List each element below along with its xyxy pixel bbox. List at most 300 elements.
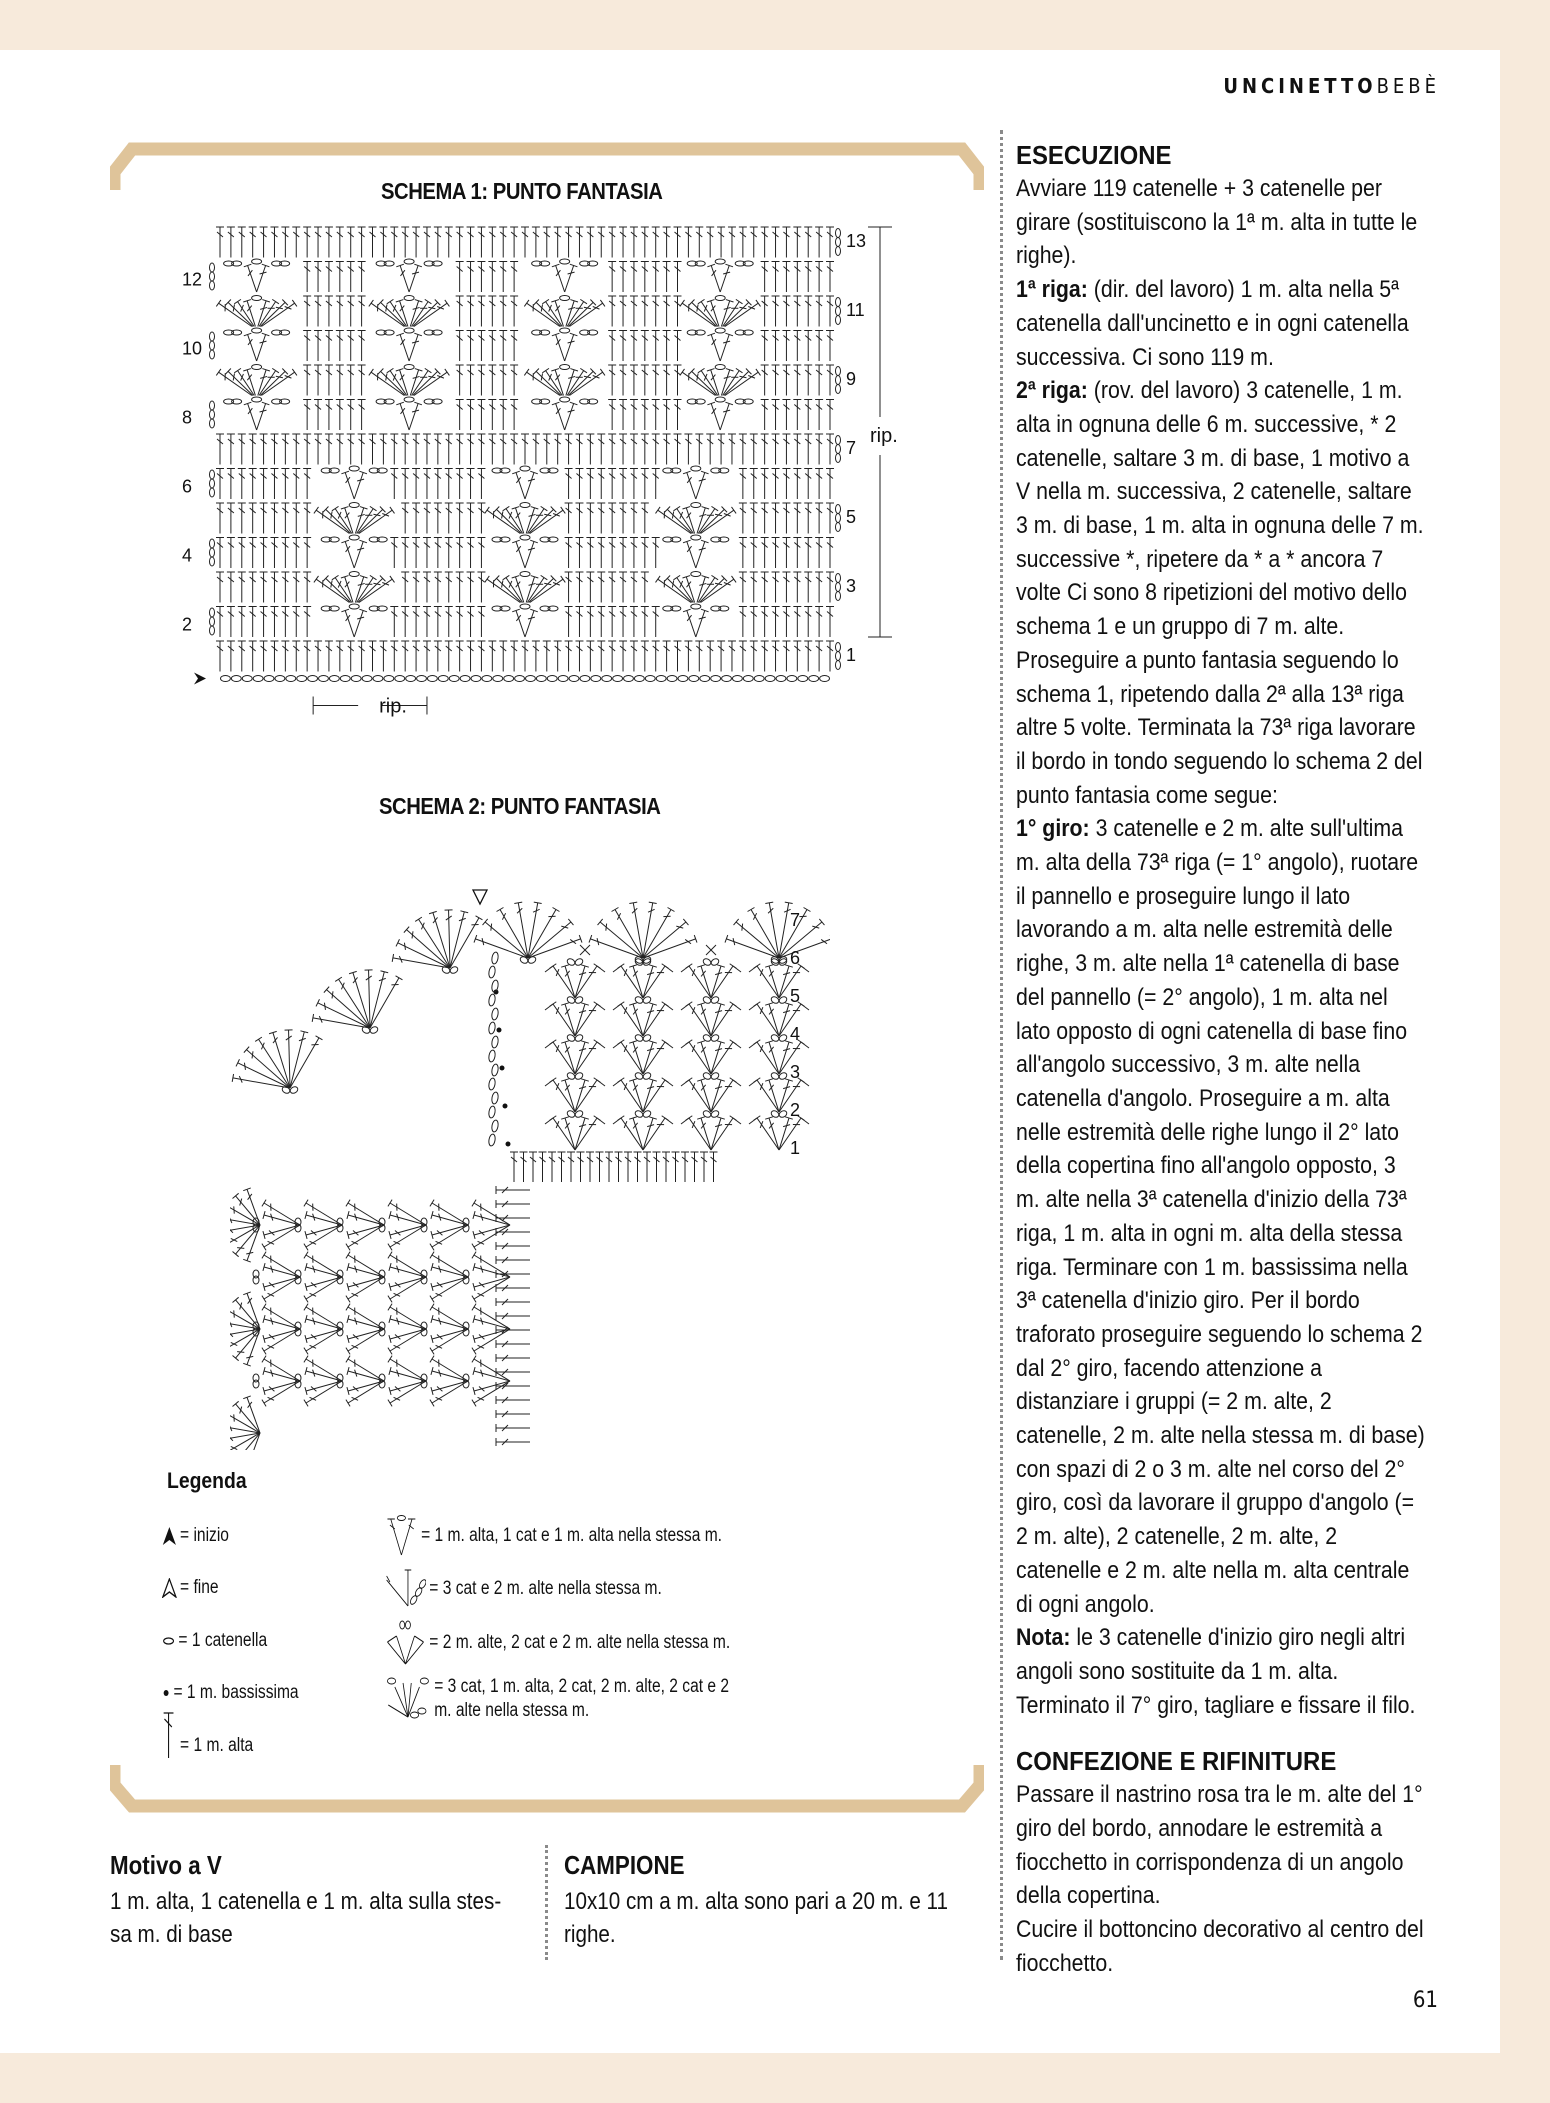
double-crochet-symbol [569,300,604,327]
fan-motif [474,902,582,964]
double-crochet-symbol [782,503,790,534]
double-crochet-symbol [325,331,333,362]
double-crochet-symbol [663,296,671,327]
chain-symbol [722,676,732,682]
double-crochet-symbol [683,471,696,499]
chain-symbol [691,503,701,508]
double-crochet-symbol [826,365,834,396]
instructions-column [1016,138,1436,1981]
double-crochet-symbol [412,434,420,465]
chain-symbol [493,676,503,682]
double-crochet-symbol [619,503,627,534]
double-crochet-symbol [575,607,583,638]
double-crochet-symbol [423,227,431,258]
double-crochet-symbol [695,434,703,465]
double-crochet-symbol [510,227,518,258]
double-crochet-symbol [304,1381,342,1406]
double-crochet-symbol [754,964,779,998]
chain-symbol [488,1106,496,1119]
chain-symbol [242,676,252,682]
double-crochet-symbol [652,538,660,569]
double-crochet-symbol [826,641,834,672]
corner-fan-motif [232,1030,322,1095]
double-crochet-symbol [456,365,464,396]
double-crochet-symbol [270,469,278,500]
double-crochet-symbol [430,1225,468,1250]
double-crochet-symbol [772,400,780,431]
double-crochet-symbol [325,400,333,431]
double-crochet-symbol [325,227,333,258]
double-crochet-symbol [409,264,422,292]
chain-symbol [715,365,725,370]
double-crochet-symbol [565,469,573,500]
double-crochet-symbol [720,402,733,430]
double-crochet-symbol [684,641,692,672]
double-crochet-symbol [652,469,660,500]
double-crochet-symbol [430,1200,468,1225]
double-crochet-symbol [754,1078,779,1112]
double-crochet-symbol [227,469,235,500]
chain-symbol [491,1008,499,1021]
double-crochet-symbol [728,227,736,258]
chain-symbol [449,676,459,682]
double-crochet-symbol [238,469,246,500]
fan-motif [369,365,450,396]
double-crochet-symbol [434,227,442,258]
double-crochet-symbol [782,227,790,258]
double-crochet-symbol [303,607,311,638]
double-crochet-symbol [728,434,736,465]
double-crochet-symbol [641,434,649,465]
chain-symbol [210,479,215,488]
shell-motif [545,995,605,1036]
double-crochet-symbol [779,935,830,958]
double-crochet-symbol [483,919,528,958]
double-crochet-symbol [575,572,583,603]
v-motif [492,604,558,637]
v-motif [321,466,387,499]
double-crochet-symbol [477,262,485,293]
chain-symbol [836,436,841,445]
double-crochet-symbol [477,572,485,603]
double-crochet-symbol [227,503,235,534]
double-crochet-symbol [423,434,431,465]
double-crochet-symbol [485,576,520,603]
double-crochet-symbol [477,227,485,258]
double-crochet-symbol [303,572,311,603]
double-crochet-symbol [358,641,366,672]
double-crochet-symbol [499,365,507,396]
double-crochet-symbol [652,296,660,327]
v-motif [321,604,387,637]
double-crochet-symbol [706,434,714,465]
double-crochet-symbol [314,227,322,258]
double-crochet-symbol [815,365,823,396]
double-crochet-symbol [325,365,333,396]
double-crochet-symbol [260,572,268,603]
chain-symbol [798,676,808,682]
double-crochet-symbol [496,1186,530,1194]
chain-symbol [836,643,841,652]
double-crochet-symbol [641,365,649,396]
row-label-right: 9 [846,369,857,389]
double-crochet-symbol [643,1152,651,1182]
double-crochet-symbol [663,262,671,293]
double-crochet-symbol [249,607,257,638]
double-crochet-symbol [244,264,257,292]
double-crochet-symbol [499,434,507,465]
double-crochet-symbol [684,227,692,258]
double-crochet-symbol [216,641,224,672]
double-crochet-symbol [303,469,311,500]
shell-motif [545,1109,605,1150]
double-crochet-symbol [619,296,627,327]
chain-symbol [488,1134,496,1147]
double-crochet-symbol [346,1200,384,1225]
double-crochet-symbol [496,1424,530,1432]
double-crochet-symbol [270,572,278,603]
page-number: 61 [1412,1988,1438,2013]
chain-symbol [252,397,262,402]
double-crochet-symbol [262,1200,300,1225]
double-crochet-symbol [641,503,649,534]
chain-symbol [349,572,359,577]
esecuzione-body [1016,172,1425,1722]
double-crochet-symbol [683,540,696,568]
double-crochet-symbol [586,434,594,465]
double-crochet-symbol [804,365,812,396]
double-crochet-symbol [793,262,801,293]
double-crochet-symbol [262,1304,300,1329]
double-crochet-symbol [445,469,453,500]
double-crochet-symbol [262,1277,300,1302]
chain-symbol [743,676,753,682]
chain-symbol [520,466,530,471]
chain-symbol [700,676,710,682]
double-crochet-symbol [496,1256,530,1264]
fan-motif [524,365,605,396]
row-label-right: 7 [846,438,857,458]
double-crochet-symbol [456,538,464,569]
chain-symbol [809,676,819,682]
double-crochet-symbol [401,469,409,500]
double-crochet-symbol [233,1193,260,1225]
double-crochet-symbol [485,507,520,534]
double-crochet-symbol [474,935,528,958]
double-crochet-symbol [750,572,758,603]
double-crochet-symbol [772,365,780,396]
double-crochet-symbol [619,641,627,672]
double-crochet-symbol [499,262,507,293]
double-crochet-symbol [663,365,671,396]
double-crochet-symbol [290,1031,308,1088]
chain-symbol [787,676,797,682]
double-crochet-symbol [430,1329,468,1354]
double-crochet-symbol [477,365,485,396]
double-crochet-symbol [303,503,311,534]
double-crochet-symbol [285,1030,293,1088]
chain-symbol [520,535,530,540]
double-crochet-symbol [711,964,736,998]
legend-item-end: = fine [162,1577,219,1599]
double-crochet-symbol [815,641,823,672]
double-crochet-symbol [524,369,559,396]
double-crochet-symbol [354,471,367,499]
double-crochet-symbol [423,572,431,603]
double-crochet-symbol [303,331,311,362]
double-crochet-symbol [619,331,627,362]
chain-symbol [836,229,841,238]
chain-symbol [210,608,215,617]
chain-symbol [404,296,414,301]
chain-symbol [210,617,215,626]
double-crochet-symbol [445,607,453,638]
double-crochet-symbol [521,227,529,258]
double-crochet-symbol [292,503,300,534]
chain-symbol [210,332,215,341]
double-crochet-symbol [314,262,322,293]
double-crochet-symbol [565,607,573,638]
chain-symbol [231,676,241,682]
double-crochet-symbol [532,434,540,465]
double-crochet-symbol [754,1116,779,1150]
double-crochet-symbol [619,434,627,465]
double-crochet-symbol [630,572,638,603]
double-crochet-symbol [243,1396,260,1433]
double-crochet-symbol [249,434,257,465]
double-crochet-symbol [804,469,812,500]
shell-motif [253,1356,300,1407]
double-crochet-symbol [388,1277,426,1302]
double-crochet-symbol [618,1116,643,1150]
double-crochet-symbol [347,365,355,396]
shell-motif [295,1200,342,1251]
row-label-right: 5 [846,507,857,527]
double-crochet-symbol [652,641,660,672]
shell-motif [337,1304,384,1355]
double-crochet-symbol [450,911,468,968]
double-crochet-symbol [281,469,289,500]
double-crochet-symbol [414,369,449,396]
double-crochet-symbol [815,262,823,293]
double-crochet-symbol [477,538,485,569]
double-crochet-symbol [412,641,420,672]
proseguire-paragraph: Proseguire a punto fantasia seguendo lo schema 1, ripetendo dalla 2ª alla 13ª riga altre 5 volte. Terminata la 73ª riga lavorare il bordo in tondo seguendo lo schema 2 del punto fantasia come segue: [1016,646,1423,809]
magazine-page [0,50,1500,2053]
double-crochet-symbol [314,434,322,465]
double-crochet-symbol [565,538,573,569]
double-crochet-symbol [711,1116,736,1150]
double-crochet-symbol [346,1381,384,1406]
row-label-right: 3 [846,576,857,596]
chain-symbol [252,259,262,264]
fan-motif [725,902,830,964]
double-crochet-symbol [216,434,224,465]
fan-motif [230,1292,260,1366]
double-crochet-symbol [472,1381,510,1406]
double-crochet-symbol [434,503,442,534]
chain-symbol [221,676,231,682]
double-crochet-symbol [379,227,387,258]
v-motif [224,259,290,292]
double-crochet-symbol [304,1329,342,1354]
double-crochet-symbol [630,365,638,396]
double-crochet-symbol [674,641,682,672]
double-crochet-symbol [346,1277,384,1302]
double-crochet-symbol [815,469,823,500]
double-crochet-symbol [597,434,605,465]
chain-symbol [645,676,655,682]
chain-symbol [691,604,701,609]
chain-symbol [836,307,841,316]
motivo-text: 1 m. alta, 1 catenella e 1 m. alta sulla stes- sa m. di base [110,1888,502,1948]
giro1-paragraph: 1° giro: 3 catenelle e 2 m. alte sull'ultima m. alta della 73ª riga (= 1° angolo), ruotare il pannello e proseguire lungo il lato lavorando a m. alta nelle estremità delle righe, 3 m. alte nella 1ª catenella di base del pannello (= 2° angolo), 1 m. alta nel lato opposto di ogni catenella di base fino all'angolo successivo, 3 m. alte nella catenella d'angolo. Proseguire a m. alta nelle estremità delle righe lungo il 2° lato della copertina fino all'angolo opposto, 3 m. alte nella 3ª catenella d'inizio della 73ª riga, 1 m. alta in ogni m. alta della stessa riga. Terminare con 1 m. bassissima nella 3ª catenella d'inizio giro. Per il bordo traforato proseguire seguendo lo schema 2 dal 2° giro, facendo attenzione a distanziare i gruppi (= 2 m. alte, 2 catenelle, 2 m. alte nella stessa m. di base) con spazi di 2 o 3 m. alte nel corso del 2° giro, così da lavorare il gruppo d'angolo (= 2 m. alte), 2 catenelle, 2 m. alte, 2 catenelle e 2 m. alte nella m. alta centrale di ogni angolo. [1016,815,1425,1618]
confezione-paragraph-1: Passare il nastrino rosa tra le m. alte del 1° giro del bordo, annodare le estremità a fiocchetto in corrispondenza di un angolo della copertina. [1016,1781,1423,1910]
double-crochet-symbol [488,331,496,362]
double-crochet-symbol [281,538,289,569]
double-crochet-symbol [608,469,616,500]
double-crochet-symbol [804,227,812,258]
double-crochet-symbol [510,400,518,431]
double-crochet-symbol [510,331,518,362]
double-crochet-symbol [565,503,573,534]
double-crochet-symbol [359,576,394,603]
chain-symbol [560,259,570,264]
double-crochet-symbol [496,1326,530,1334]
double-crochet-symbol [618,964,643,998]
double-crochet-symbol [370,976,402,1028]
double-crochet-symbol [608,296,616,327]
double-crochet-symbol [423,538,431,569]
double-crochet-symbol [512,609,525,637]
double-crochet-symbol [739,538,747,569]
double-crochet-symbol [314,507,349,534]
double-crochet-symbol [532,227,540,258]
chain-symbol [569,676,579,682]
double-crochet-symbol [281,641,289,672]
double-crochet-symbol [249,503,257,534]
double-crochet-symbol [700,1152,708,1182]
double-crochet-symbol [761,607,769,638]
double-crochet-symbol [388,1381,426,1406]
chain-symbol [602,676,612,682]
double-crochet-symbol [826,434,834,465]
double-crochet-symbol [499,641,507,672]
chain-symbol [373,676,383,682]
double-crochet-symbol [597,227,605,258]
double-crochet-symbol [577,1152,585,1182]
double-crochet-symbol [686,1002,711,1036]
double-crochet-symbol [539,1152,547,1182]
double-crochet-symbol [608,331,616,362]
double-crochet-symbol [467,227,475,258]
shell-motif [253,1200,300,1251]
double-crochet-symbol [554,434,562,465]
double-crochet-symbol [423,469,431,500]
double-crochet-symbol [643,1002,668,1036]
confezione-title: CONFEZIONE E RIFINITURE [1016,1746,1337,1777]
double-crochet-symbol [826,296,834,327]
double-crochet-symbol [477,503,485,534]
double-crochet-symbol [804,503,812,534]
double-crochet-symbol [634,1152,642,1182]
chain-symbol [427,676,437,682]
double-crochet-symbol [815,538,823,569]
double-crochet-symbol [510,365,518,396]
double-crochet-symbol [739,434,747,465]
double-crochet-symbol [260,227,268,258]
double-crochet-symbol [528,935,582,958]
slip-stitch-symbol [500,1066,505,1071]
legend-title: Legenda [167,1468,247,1493]
double-crochet-symbol [586,607,594,638]
double-crochet-symbol [663,400,671,431]
double-crochet-icon [162,1710,177,1760]
chain-symbol [558,676,568,682]
chain-symbol [253,676,263,682]
double-crochet-symbol [379,641,387,672]
double-crochet-symbol [674,331,682,362]
double-crochet-symbol [761,434,769,465]
double-crochet-symbol [445,227,453,258]
double-crochet-symbol [346,1356,384,1381]
chain-symbol [210,281,215,290]
double-crochet-symbol [434,641,442,672]
double-crochet-symbol [804,572,812,603]
double-crochet-symbol [656,576,691,603]
chain-symbol [210,341,215,350]
double-crochet-symbol [390,538,398,569]
double-crochet-symbol [304,1356,342,1381]
double-crochet-symbol [815,503,823,534]
double-crochet-symbol [793,503,801,534]
double-crochet-symbol [711,1040,736,1074]
shell-motif [681,995,741,1036]
double-crochet-symbol [575,964,600,998]
double-crochet-symbol [641,262,649,293]
chain-symbol [351,676,361,682]
chain-symbol [656,676,666,682]
double-crochet-symbol [488,434,496,465]
double-crochet-symbol [586,469,594,500]
double-crochet-symbol [707,333,720,361]
double-crochet-symbol [260,503,268,534]
double-crochet-symbol [510,434,518,465]
double-crochet-symbol [510,641,518,672]
double-crochet-symbol [815,296,823,327]
double-crochet-symbol [815,400,823,431]
chain-symbol [349,466,359,471]
fan-motif [680,296,761,327]
double-crochet-symbol [589,935,643,958]
double-crochet-symbol [521,434,529,465]
double-crochet-symbol [750,607,758,638]
chain-symbol [836,445,841,454]
double-crochet-symbol [529,1152,537,1182]
shell-motif [253,1304,300,1355]
double-crochet-symbol [530,507,565,534]
double-crochet-symbol [314,331,322,362]
legend-item-double-crochet: = 1 m. alta [162,1710,253,1760]
double-crochet-symbol [696,471,709,499]
chain-symbol [349,604,359,609]
chain-symbol [491,952,499,965]
round-label: 4 [790,1024,801,1044]
double-crochet-symbol [401,503,409,534]
double-crochet-symbol [456,469,464,500]
v-motif [492,466,558,499]
double-crochet-symbol [586,503,594,534]
